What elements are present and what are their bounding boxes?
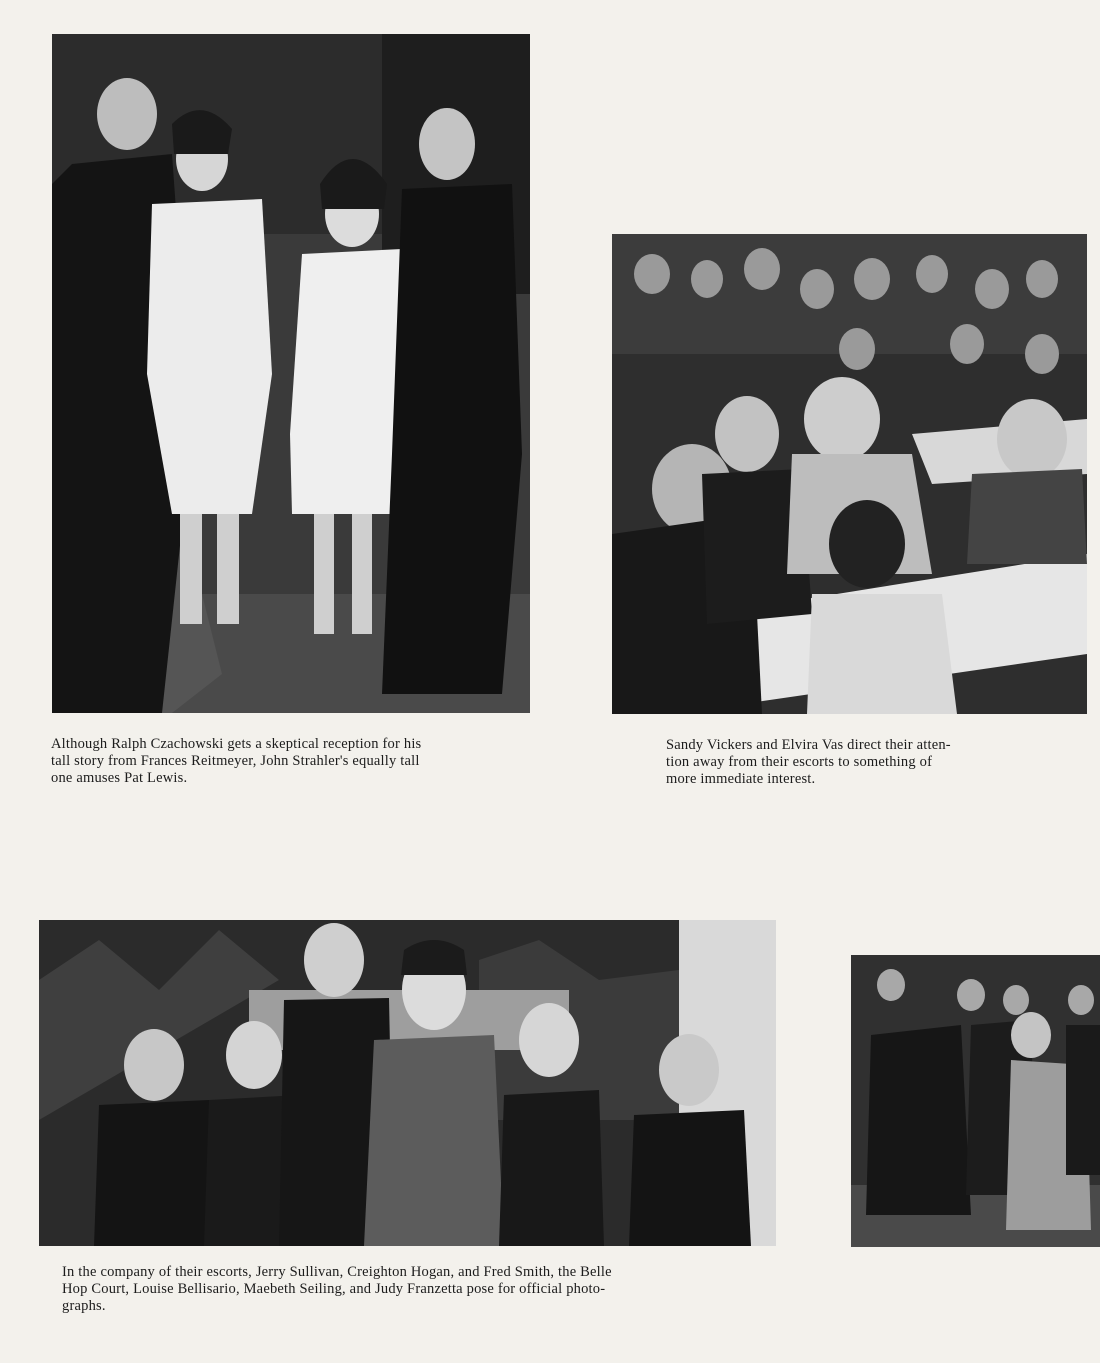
photo-party-conversation xyxy=(52,34,530,713)
caption-line: Sandy Vickers and Elvira Vas direct their atten- xyxy=(666,737,951,753)
caption-line: more immediate interest. xyxy=(666,771,816,787)
caption-line: one amuses Pat Lewis. xyxy=(51,770,188,786)
caption-line: tion away from their escorts to something of xyxy=(666,754,933,770)
caption-banquet xyxy=(666,737,951,788)
photo-banquet-tables xyxy=(612,234,1087,714)
caption-line: In the company of their escorts, Jerry Sullivan, Creighton Hogan, and Fred Smith, the Belle xyxy=(62,1264,612,1280)
caption-court xyxy=(62,1264,612,1315)
caption-line: Hop Court, Louise Bellisario, Maebeth Seiling, and Judy Franzetta pose for official photo- xyxy=(62,1281,606,1297)
caption-line: Although Ralph Czachowski gets a skeptical reception for his xyxy=(51,736,422,752)
photo-dancing xyxy=(851,955,1100,1247)
caption-line: graphs. xyxy=(62,1298,106,1314)
caption-line: tall story from Frances Reitmeyer, John Strahler's equally tall xyxy=(51,753,420,769)
caption-conversation xyxy=(51,736,421,787)
photo-court-group xyxy=(39,920,776,1246)
